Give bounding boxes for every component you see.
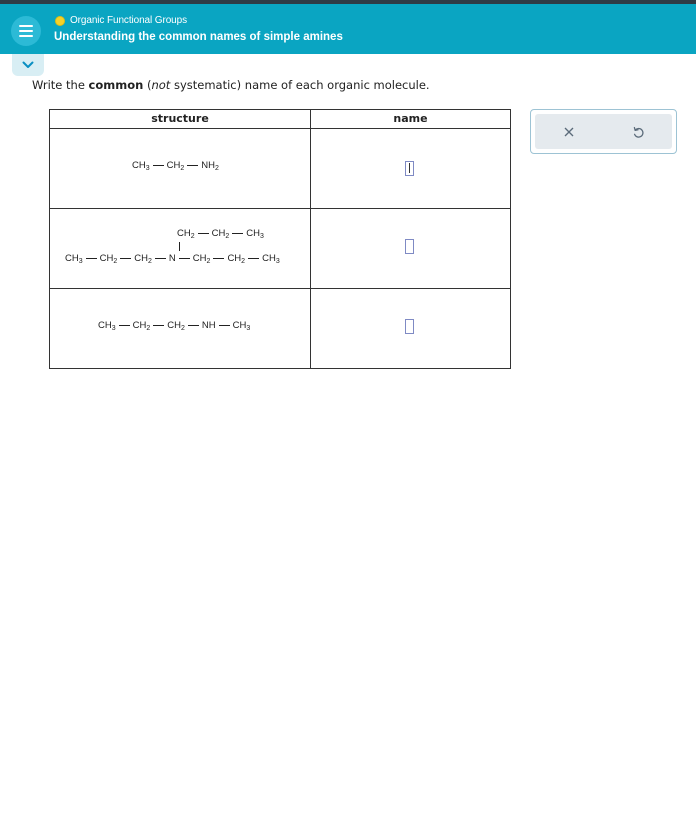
header-divider [50, 128, 510, 129]
menu-button[interactable] [11, 16, 41, 46]
page-title: Understanding the common names of simple amines [54, 31, 343, 43]
structure-row-2-main: $CH_3$ $CH_2$ $CH_2$ N $CH_2$ $CH_2$ $CH_3$ [65, 253, 280, 265]
x-icon [563, 126, 575, 138]
column-divider [310, 110, 311, 368]
emphasis-not: not [151, 78, 171, 92]
structure-row-1: $CH_3$ $CH_2$ $NH_2$ [132, 160, 219, 172]
structure-row-2-branch: $CH_2$ $CH_2$ $CH_3$ [177, 228, 264, 240]
vertical-bond [179, 242, 180, 251]
topic-indicator [55, 15, 187, 26]
row-divider [50, 208, 510, 209]
structure-column-header: structure [151, 112, 209, 125]
answer-toolbox [530, 109, 677, 154]
name-input-row-2[interactable] [405, 239, 414, 254]
collapse-header-button[interactable] [12, 54, 44, 76]
name-input-row-3[interactable] [405, 319, 414, 334]
undo-icon [632, 126, 645, 139]
undo-button[interactable] [629, 123, 647, 141]
structure-row-3: $CH_3$ $CH_2$ $CH_2$ NH $CH_3$ [98, 320, 251, 332]
topic-label: Organic Functional Groups [70, 15, 188, 26]
hamburger-icon [19, 25, 33, 27]
app-header [0, 4, 696, 54]
name-column-header: name [393, 112, 428, 125]
hamburger-icon [19, 35, 33, 37]
clear-button[interactable] [560, 123, 578, 141]
row-divider [50, 288, 510, 289]
hamburger-icon [19, 30, 33, 32]
answer-table [49, 109, 511, 369]
name-input-row-1[interactable] [405, 161, 414, 176]
topic-status-dot-icon [55, 16, 65, 26]
chevron-down-icon [22, 61, 34, 69]
emphasis-common: common [88, 78, 144, 92]
question-instruction: Write the common (not systematic) name of each organic molecule. [32, 78, 430, 92]
toolbox-panel [535, 114, 672, 149]
